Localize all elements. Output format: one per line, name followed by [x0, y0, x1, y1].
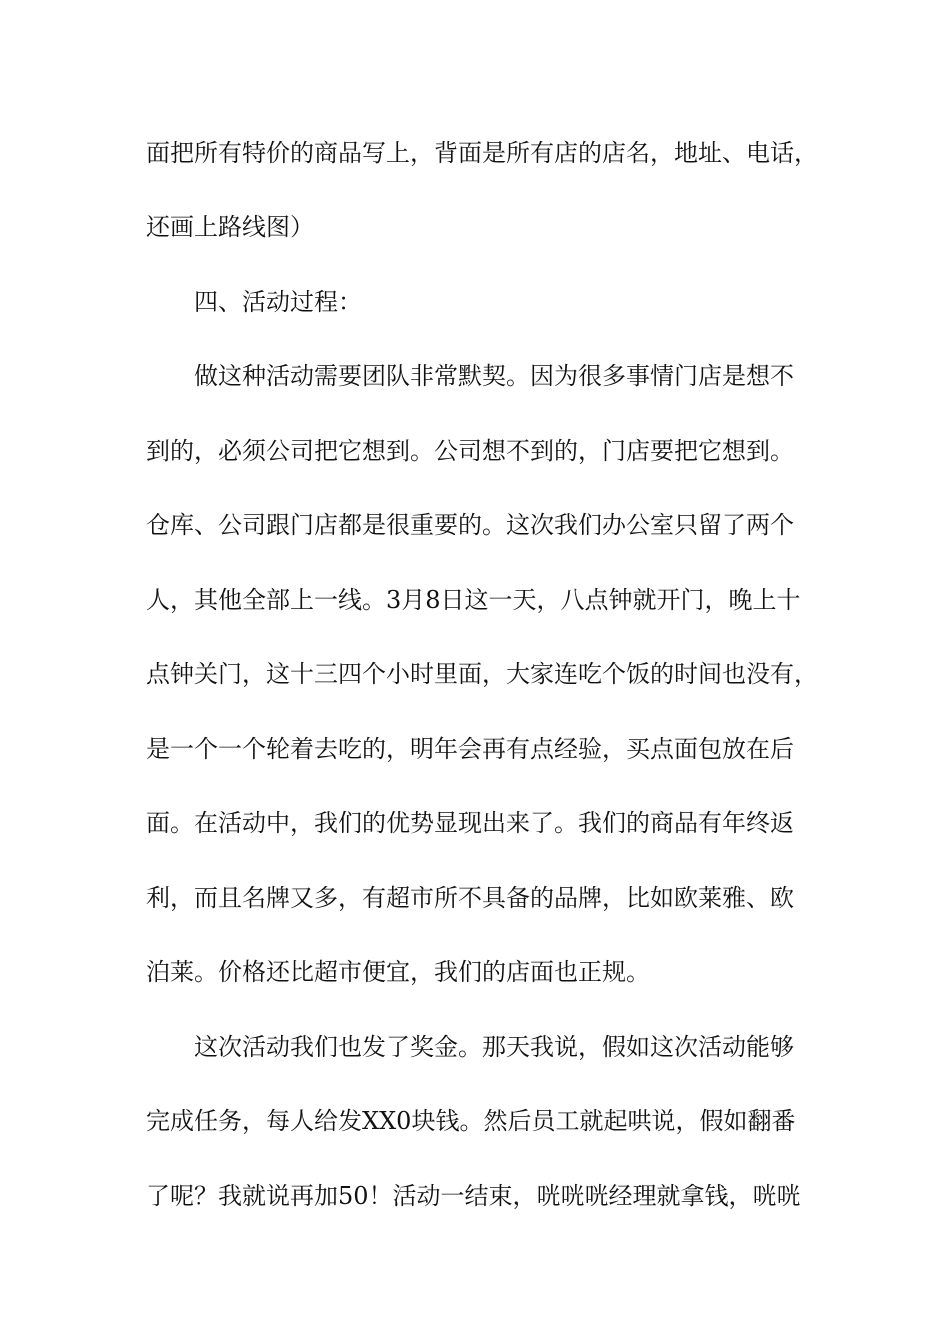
section-heading: 四、活动过程： [194, 288, 362, 316]
text-line: 了呢？我就说再加50！活动一结束，咣咣咣经理就拿钱，咣咣 [146, 1182, 801, 1210]
text-line: 面。在活动中，我们的优势显现出来了。我们的商品有年终返 [146, 809, 794, 837]
text-line: 到的，必须公司把它想到。公司想不到的，门店要把它想到。 [146, 437, 794, 465]
text-line: 还画上路线图） [146, 213, 314, 241]
text-line: 是一个一个轮着去吃的，明年会再有点经验，买点面包放在后 [146, 735, 794, 763]
text-line: 面把所有特价的商品写上，背面是所有店的店名，地址、电话， [146, 139, 818, 167]
text-line: 利，而且名牌又多，有超市所不具备的品牌，比如欧莱雅、欧 [146, 884, 794, 912]
text-line: 点钟关门，这十三四个小时里面，大家连吃个饭的时间也没有， [146, 660, 818, 688]
text-line: 做这种活动需要团队非常默契。因为很多事情门店是想不 [194, 362, 794, 390]
text-line: 人，其他全部上一线。3月8日这一天，八点钟就开门，晚上十 [146, 586, 801, 614]
text-line: 完成任务，每人给发XX0块钱。然后员工就起哄说，假如翻番 [146, 1107, 796, 1135]
text-line: 泊莱。价格还比超市便宜，我们的店面也正规。 [146, 958, 650, 986]
text-line: 仓库、公司跟门店都是很重要的。这次我们办公室只留了两个 [146, 511, 794, 539]
text-line: 这次活动我们也发了奖金。那天我说，假如这次活动能够 [194, 1033, 794, 1061]
